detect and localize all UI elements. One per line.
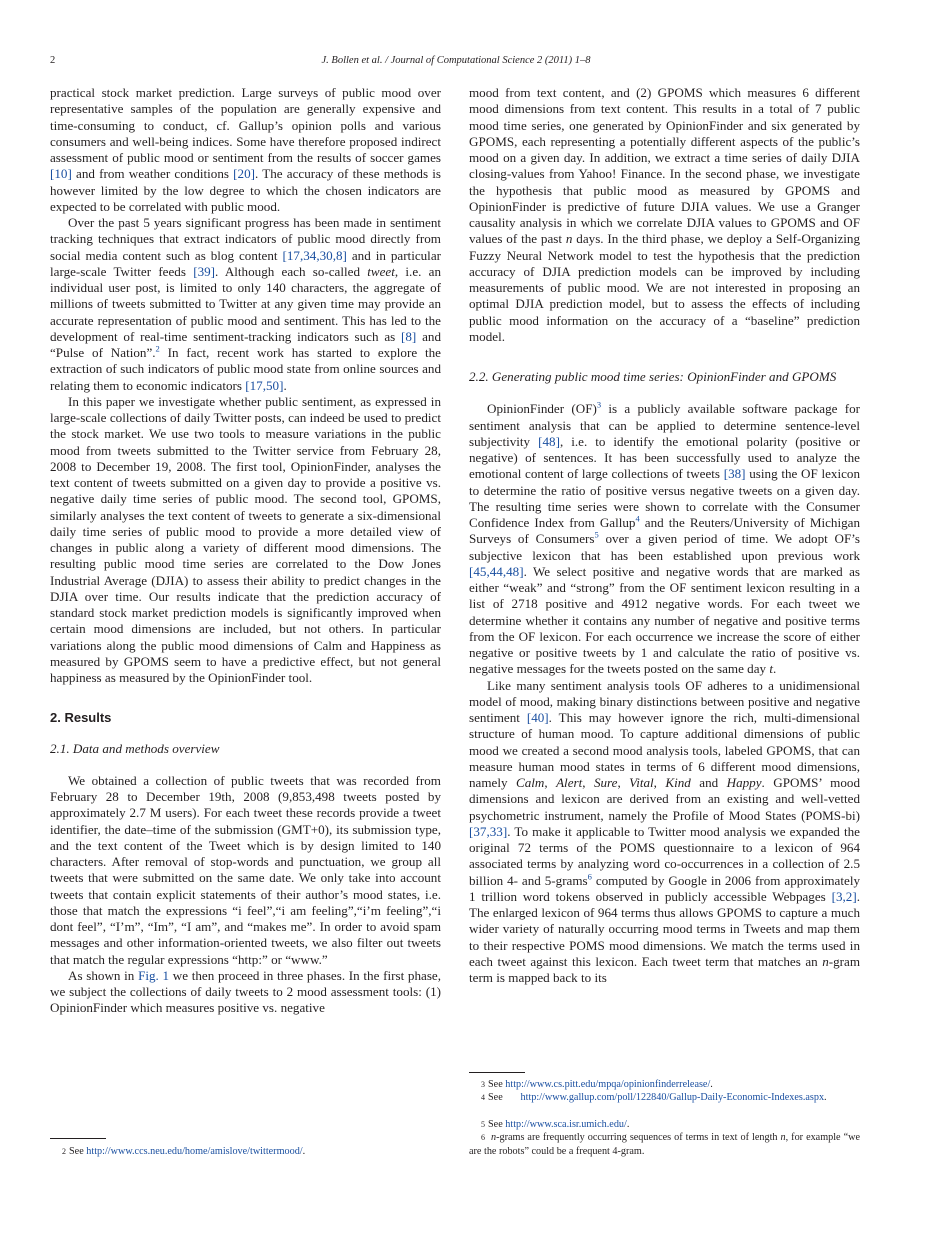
figure-link[interactable]: Fig. 1	[138, 967, 170, 983]
footnote-2: 2 See http://www.ccs.neu.edu/home/amislove/twittermood/.	[62, 1146, 306, 1157]
footnote-url-link[interactable]: http://www.ccs.neu.edu/home/amislove/twittermood/	[86, 1146, 303, 1157]
citation-link[interactable]: [39]	[193, 263, 216, 279]
footnote-6: 6 n-grams are frequently occurring sequences of terms in text of length n, for example “we are the robots” could be a frequent 4-gram.	[469, 1132, 860, 1157]
footnote-rule	[50, 1138, 106, 1139]
citation-link[interactable]: [37,33]	[469, 823, 508, 839]
subsection-heading: 2.1. Data and methods overview	[50, 740, 220, 756]
citation-link[interactable]: [40]	[526, 710, 549, 725]
citation-link[interactable]: [45,44,48]	[469, 563, 524, 579]
subsection-heading: 2.2. Generating public mood time series: OpinionFinder and GPOMS	[469, 369, 837, 384]
section-heading: 2. Results	[50, 710, 112, 726]
footnote-rule	[469, 1072, 525, 1073]
paragraph: mood from text content, and (2) GPOMS which measures 6 different mood dimensions from text content. This results in a total of 7 public mood time series, one generated by OpinionFinder and six generated by GPOMS, each representing a potentially different aspects of the public’s mood on a given day. In addition, we extract a time series of daily DJIA closing-values from Yahoo! Finance. In the second phase, we investigate the hypothesis that public mood as measured by GPOMS and OpinionFinder is predictive of future DJIA values. We use a Granger causality analysis in which we correlate DJIA values to GPOMS and OF values of the past n days. In the third phase, we deploy a Self-Organizing Fuzzy Neural Network model to test the hypothesis that the prediction accuracy of DJIA prediction models can be improved by including measurements of public mood. We are not interested in proposing an optimal DJIA prediction model, but to assess the effects of including public mood information on the accuracy of a “baseline” prediction model.	[469, 85, 860, 344]
footnote-url-link[interactable]: http://www.gallup.com/poll/122840/Gallup-Daily-Economic-Indexes.aspx	[520, 1092, 825, 1103]
footnote-link[interactable]: 2	[155, 343, 160, 354]
footnote-3: 3 See http://www.cs.pitt.edu/mpqa/opinionfinderrelease/.	[481, 1079, 713, 1090]
citation-link[interactable]: [3,2]	[831, 888, 857, 904]
citation-link[interactable]: [20]	[233, 166, 255, 182]
paragraph: As shown in Fig. 1 we then proceed in three phases. In the first phase, we subject the collections of daily tweets to 2 mood assessment tools: (1) OpinionFinder which measures positive vs. negative	[50, 967, 442, 1016]
running-header	[50, 55, 862, 69]
footnote-link[interactable]: 4	[635, 513, 640, 524]
citation-link[interactable]: [8]	[401, 328, 417, 344]
paragraph: We obtained a collection of public tweets that was recorded from February 28 to December 19th, 2008 (9,853,498 tweets posted by approximately 2.7 M users). For each tweet these records provide a tweet identifier, the date–time of the submission (GMT+0), its submission type, and the text content of the Tweet which is by design limited to 140 characters. After removal of stop-words and punctuation, we group all tweets that were submitted on the same date. We only take into account tweets that contain explicit statements of their author’s mood states, i.e. those that match the expressions “i feel”,“i am feeling”,“i’m feeling”,“i dont feel”, “I’m”, “Im”, “I am”, and “makes me”. In order to avoid spam messages and other information-oriented tweets, we also filter out tweets that match the regular expressions “http:” or “www.”	[50, 772, 441, 967]
paragraph: In this paper we investigate whether public sentiment, as expressed in large-scale collections of daily Twitter posts, can indeed be used to predict the stock market. We use two tools to measure variations in the public mood from tweets submitted to the Twitter service from February 28, 2008 to December 19, 2008. The first tool, OpinionFinder, analyses the text content of tweets submitted on a given day to provide a positive vs. negative daily time series of public mood. The second tool, GPOMS, similarly analyses the text content of tweets to generate a six-dimensional daily time series of public mood to provide a more detailed view of changes in public along a variety of different mood dimensions. The resulting public mood time series are correlated to the Dow Jones Industrial Average (DJIA) to assess their ability to predict changes in the DJIA over time. Our results indicate that the prediction accuracy of standard stock market prediction models is significantly improved when certain mood dimensions are included, but not others. In particular variations along the public mood dimensions of Calm and Happiness as measured by GPOMS seem to have a predictive effect, but not general happiness as measured by the OpinionFinder tool.	[50, 393, 441, 685]
right-column	[469, 85, 860, 986]
footnote-link[interactable]: 5	[594, 529, 599, 540]
paragraph: Like many sentiment analysis tools OF adheres to a unidimensional model of mood, making binary distinctions between positive and negative sentiment [40]. This may however ignore the rich, multi-dimensional structure of human mood. To capture additional dimensions of public mood we created a second mood analysis tools, labeled GPOMS, that can measure human mood states in terms of 6 different mood dimensions, namely Calm, Alert, Sure, Vital, Kind and Happy. GPOMS’ mood dimensions and lexicon are derived from an existing and well-vetted psychometric instrument, namely the Profile of Mood States (POMS-bi) [37,33]. To make it applicable to Twitter mood analysis we expanded the original 72 terms of the POMS questionnaire to a lexicon of 964 associated terms by analyzing word co-occurrences in a collection of 2.5 billion 4- and 5-grams$^6$ computed by Google in 2006 from approximately 1 trillion word tokens observed in publicly accessible Webpages [3,2]. The enlarged lexicon of 964 terms thus allows GPOMS to capture a much wider variety of naturally occurring mood terms in Tweets and map them to their respective POMS mood dimensions. We match the terms used in each tweet against this lexicon. Each tweet term that matches an n-gram term is mapped back to its	[469, 677, 861, 985]
paragraph: OpinionFinder (OF)$^3$ is a publicly available software package for sentiment analysis that can be applied to determine sentence-level subjectivity [48], i.e. to identify the emotional polarity (positive or negative) of sentences. It has been successfully used to analyze the emotional content of large collections of tweets [38] using the OF lexicon to determine the ratio of positive versus negative tweets on a given day. The resulting time series were shown to correlate with the Consumer Confidence Index from Gallup$^4$ and the Reuters/University of Michigan Surveys of Consumers$^5$ over a given period of time. We adopt OF’s subjective lexicon that has been established upon previous work [45,44,48]. We select positive and negative words that are marked as either “weak” and “strong” from the OF sentiment lexicon resulting in a list of 2718 positive and 4912 negative words. For each tweet we determine whether it contains any number of negative and positive terms from the OF lexicon. For each occurrence we increase the score of either negative or positive tweets by 1 and calculate the ratio of positive vs. negative messages for the tweets posted on the same day t.	[469, 399, 860, 677]
page-number: 2	[50, 55, 56, 66]
citation-link[interactable]: [48]	[538, 433, 560, 449]
footnote-4: 4 See http://www.gallup.com/poll/122840/Gallup-Daily-Economic-Indexes.aspx.	[481, 1092, 827, 1103]
citation-link[interactable]: [38]	[723, 466, 746, 482]
paragraph: Over the past 5 years significant progress has been made in sentiment tracking techniques that extract indicators of public mood directly from social media content such as blog content [17,34,30,8] and in particular large-scale Twitter feeds [39]. Although each so-called tweet, i.e. an individual user post, is limited to only 140 characters, the aggregate of millions of tweets submitted to Twitter at any given time may provide an accurate representation of public mood and sentiment. This has led to the development of real-time sentiment-tracking indicators such as [8] and “Pulse of Nation”.$^2$ In fact, recent work has started to explore the extraction of such indicators of public mood state from online sources and relating them to economic indicators [17,50].	[50, 215, 441, 393]
paragraph: practical stock market prediction. Large surveys of public mood over representative samples of the population are generally expensive and time-consuming to conduct, cf. Gallup’s opinion polls and various consumers and well-being indices. Some have therefore proposed indirect assessment of public mood or sentiment from the results of soccer games [10] and from weather conditions [20]. The accuracy of these methods is however limited by the low degree to which the chosen indicators are expected to be correlated with public mood.	[50, 85, 442, 214]
citation-link[interactable]: [10]	[50, 166, 72, 182]
footnote-url-link[interactable]: http://www.cs.pitt.edu/mpqa/opinionfinderrelease/	[505, 1079, 711, 1090]
footnote-link[interactable]: 6	[587, 871, 592, 882]
journal-citation: J. Bollen et al. / Journal of Computational Science 2 (2011) 1–8	[321, 55, 591, 66]
citation-link[interactable]: [17,50]	[245, 377, 284, 393]
footnote-url-link[interactable]: http://www.sca.isr.umich.edu/	[505, 1119, 627, 1130]
citation-link[interactable]: [17,34,30,8]	[282, 247, 347, 263]
footnote-5: 5 See http://www.sca.isr.umich.edu/.	[481, 1119, 630, 1130]
footnote-link[interactable]: 3	[596, 399, 602, 410]
left-column	[50, 85, 441, 1017]
